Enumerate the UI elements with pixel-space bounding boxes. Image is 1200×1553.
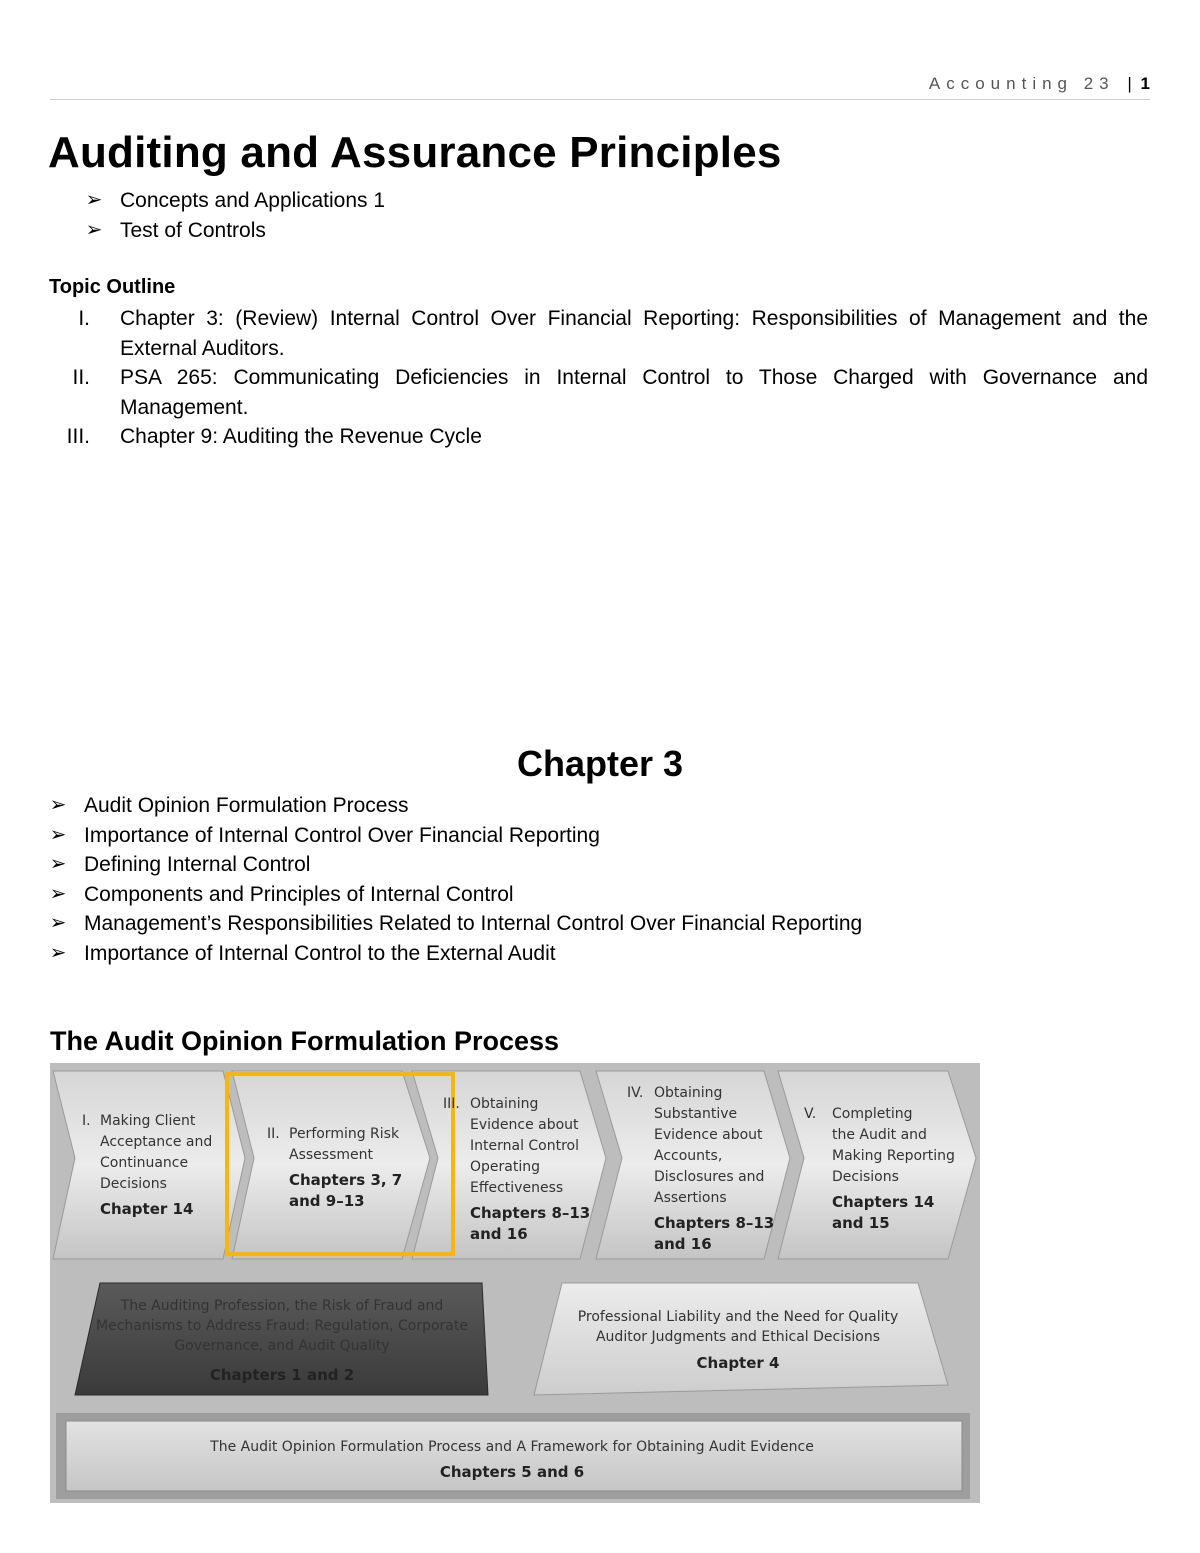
phase-label: Obtaining — [470, 1096, 539, 1112]
phase-label: Internal Control — [470, 1138, 580, 1154]
chapter3-item-text: Components and Principles of Internal Control — [84, 882, 514, 906]
phase-label: Obtaining — [654, 1085, 723, 1101]
header-separator: | — [1127, 74, 1132, 93]
phase-label: Making Reporting — [832, 1148, 955, 1164]
phase-number: II. — [267, 1126, 280, 1142]
chapter3-item — [48, 821, 862, 851]
phase-number: III. — [443, 1096, 460, 1112]
phase-number: IV. — [627, 1085, 644, 1101]
outline-item — [50, 304, 1148, 363]
chapter3-item — [48, 909, 862, 939]
document-title: Auditing and Assurance Principles — [48, 128, 782, 177]
bottom-box-label: The Audit Opinion Formulation Process and A Framework for Obtaining Audit Evidence — [210, 1439, 814, 1455]
outline-item — [50, 363, 1148, 422]
chapter-heading: Chapter 3 — [516, 743, 684, 784]
phase-label: Continuance — [100, 1155, 189, 1171]
arrow-bullet-icon: ➢ — [49, 794, 67, 816]
topic-outline-list — [50, 304, 1148, 452]
chapter3-item-text: Audit Opinion Formulation Process — [84, 794, 409, 817]
arrow-bullet-icon: ➢ — [85, 218, 103, 241]
dark-box-label: Governance, and Audit Quality — [174, 1338, 390, 1354]
outline-number: III. — [66, 425, 90, 448]
phase-label: Effectiveness — [470, 1180, 564, 1196]
phase-chapters: and 16 — [470, 1225, 528, 1243]
phase-chapters: Chapters 8–13 — [470, 1204, 591, 1222]
dark-box-chapters: Chapters 1 and 2 — [209, 1366, 355, 1384]
phase-label: Evidence about — [654, 1127, 763, 1143]
chapter3-topic-list — [48, 791, 862, 968]
arrow-bullet-icon: ➢ — [49, 853, 67, 875]
audit-process-diagram — [50, 1063, 980, 1503]
dark-box-label: The Auditing Profession, the Risk of Fraud and — [120, 1298, 444, 1314]
chapter3-item — [48, 939, 862, 969]
light-box-chapters: Chapter 4 — [696, 1354, 780, 1372]
phase-label: Evidence about — [470, 1117, 579, 1133]
light-box-label: Auditor Judgments and Ethical Decisions — [595, 1329, 881, 1345]
arrow-bullet-icon: ➢ — [49, 941, 67, 964]
page-number: 1 — [1140, 74, 1150, 93]
phase-label: Substantive — [654, 1106, 738, 1122]
page-header — [50, 74, 1150, 94]
chapter3-item-text: Importance of Internal Control to the External Audit — [84, 941, 556, 965]
outline-number: I. — [78, 307, 90, 330]
bottom-box-chapters: Chapters 5 and 6 — [439, 1463, 585, 1481]
phase-chapters: Chapter 14 — [100, 1200, 194, 1218]
topic-outline-heading: Topic Outline — [49, 276, 176, 298]
phase-label: the Audit and — [832, 1127, 927, 1143]
phase-chapters: and 9–13 — [289, 1192, 365, 1210]
outline-text: Chapter 9: Auditing the Revenue Cycle — [120, 425, 482, 448]
phase-number: I. — [82, 1113, 91, 1129]
phase-label: Accounts, — [654, 1148, 723, 1164]
arrow-bullet-icon: ➢ — [49, 912, 67, 934]
phase-label: Making Client — [100, 1113, 196, 1129]
figure-section-heading: The Audit Opinion Formulation Process — [50, 1026, 560, 1056]
phase-label: Disclosures and — [654, 1169, 765, 1185]
phase-chapters: and 15 — [832, 1214, 890, 1232]
phase-label: Decisions — [832, 1169, 899, 1185]
phase-label: Operating — [470, 1159, 540, 1175]
subtopic-list — [84, 186, 385, 245]
phase-label: Acceptance and — [100, 1134, 213, 1150]
phase-label: Decisions — [100, 1176, 167, 1192]
dark-box-label: Mechanisms to Address Fraud: Regulation, Corporate — [96, 1318, 468, 1334]
subtopic-item — [84, 216, 385, 246]
chapter3-item — [48, 850, 862, 880]
header-title: Accounting 23 — [928, 74, 1115, 93]
arrow-bullet-icon: ➢ — [85, 189, 103, 211]
phase-chapters: Chapters 8–13 — [654, 1214, 775, 1232]
chapter3-item-text: Importance of Internal Control Over Financial Reporting — [84, 823, 600, 847]
phase-label: Assessment — [289, 1147, 373, 1163]
subtopic-text: Concepts and Applications 1 — [120, 189, 386, 212]
header-divider — [50, 99, 1150, 100]
phase-label: Assertions — [654, 1190, 727, 1206]
chapter3-item — [48, 880, 862, 910]
phase-label: Performing Risk — [289, 1126, 400, 1142]
outline-number: II. — [72, 366, 90, 389]
subtopic-item — [84, 186, 385, 216]
outline-text: Chapter 3: (Review) Internal Control Over Financial Reporting: Responsibilities of Management and the External Auditors. — [120, 307, 1148, 360]
chapter3-item-text: Management’s Responsibilities Related to Internal Control Over Financial Reporting — [84, 912, 863, 935]
chapter3-item — [48, 791, 862, 821]
phase-label: Completing — [832, 1106, 913, 1122]
outline-item — [50, 422, 1148, 452]
subtopic-text: Test of Controls — [120, 218, 266, 242]
phase-chapters: Chapters 3, 7 — [289, 1171, 403, 1189]
arrow-bullet-icon: ➢ — [49, 882, 67, 905]
arrow-bullet-icon: ➢ — [49, 823, 67, 846]
phase-chapters: Chapters 14 — [832, 1193, 935, 1211]
phase-chapters: and 16 — [654, 1235, 712, 1253]
phase-2-chevron — [232, 1071, 430, 1259]
phase-number: V. — [804, 1106, 817, 1122]
light-box-label: Professional Liability and the Need for Quality — [577, 1309, 899, 1325]
outline-text: PSA 265: Communicating Deficiencies in Internal Control to Those Charged with Governance and Management. — [120, 366, 1148, 419]
chapter3-item-text: Defining Internal Control — [84, 853, 311, 876]
